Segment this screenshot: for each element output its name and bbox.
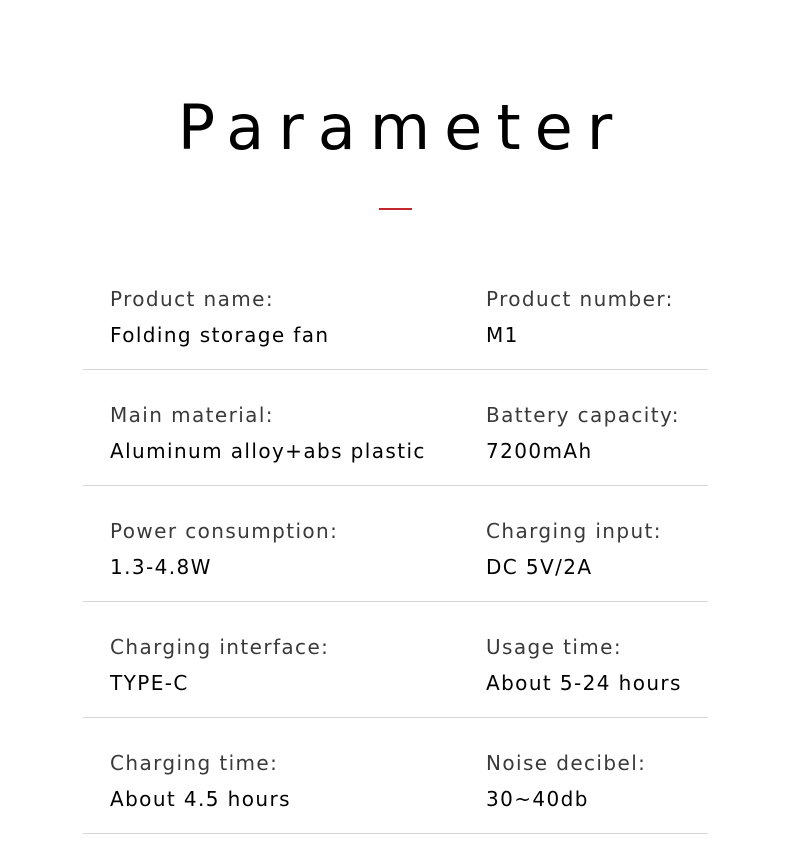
parameter-value: About 5-24 hours [486, 671, 682, 695]
parameter-table [83, 254, 708, 834]
parameter-value: M1 [486, 323, 519, 347]
parameter-value: About 4.5 hours [110, 787, 291, 811]
parameter-label: Charging interface: [110, 635, 330, 659]
parameter-cell-battery-capacity [486, 402, 680, 464]
parameter-label: Product name: [110, 287, 274, 311]
parameter-value: 7200mAh [486, 439, 593, 463]
parameter-value: Aluminum alloy+abs plastic [110, 439, 426, 463]
parameter-cell-usage-time [486, 634, 682, 696]
parameter-cell-product-name [110, 286, 329, 348]
parameter-cell-product-number [486, 286, 674, 348]
parameter-label: Battery capacity: [486, 403, 680, 427]
parameter-row [83, 602, 708, 718]
parameter-cell-power-consumption [110, 518, 338, 580]
parameter-label: Charging time: [110, 751, 279, 775]
parameter-label: Power consumption: [110, 519, 339, 543]
parameter-cell-noise-decibel [486, 750, 646, 812]
parameter-label: Usage time: [486, 635, 622, 659]
parameter-cell-charging-interface [110, 634, 329, 696]
title-accent-divider [379, 208, 412, 210]
parameter-row [83, 718, 708, 834]
parameter-label: Product number: [486, 287, 674, 311]
parameter-cell-main-material [110, 402, 426, 464]
parameter-value: Folding storage fan [110, 323, 330, 347]
parameter-label: Noise decibel: [486, 751, 647, 775]
parameter-label: Main material: [110, 403, 274, 427]
page-title: Parameter [177, 91, 627, 164]
parameter-row [83, 486, 708, 602]
parameter-row [83, 370, 708, 486]
parameter-value: DC 5V/2A [486, 555, 593, 579]
parameter-cell-charging-time [110, 750, 291, 812]
parameter-cell-charging-input [486, 518, 662, 580]
parameter-label: Charging input: [486, 519, 662, 543]
parameter-value: 30~40db [486, 787, 589, 811]
parameter-value: 1.3-4.8W [110, 555, 212, 579]
parameter-row [83, 254, 708, 370]
parameter-value: TYPE-C [110, 671, 189, 695]
